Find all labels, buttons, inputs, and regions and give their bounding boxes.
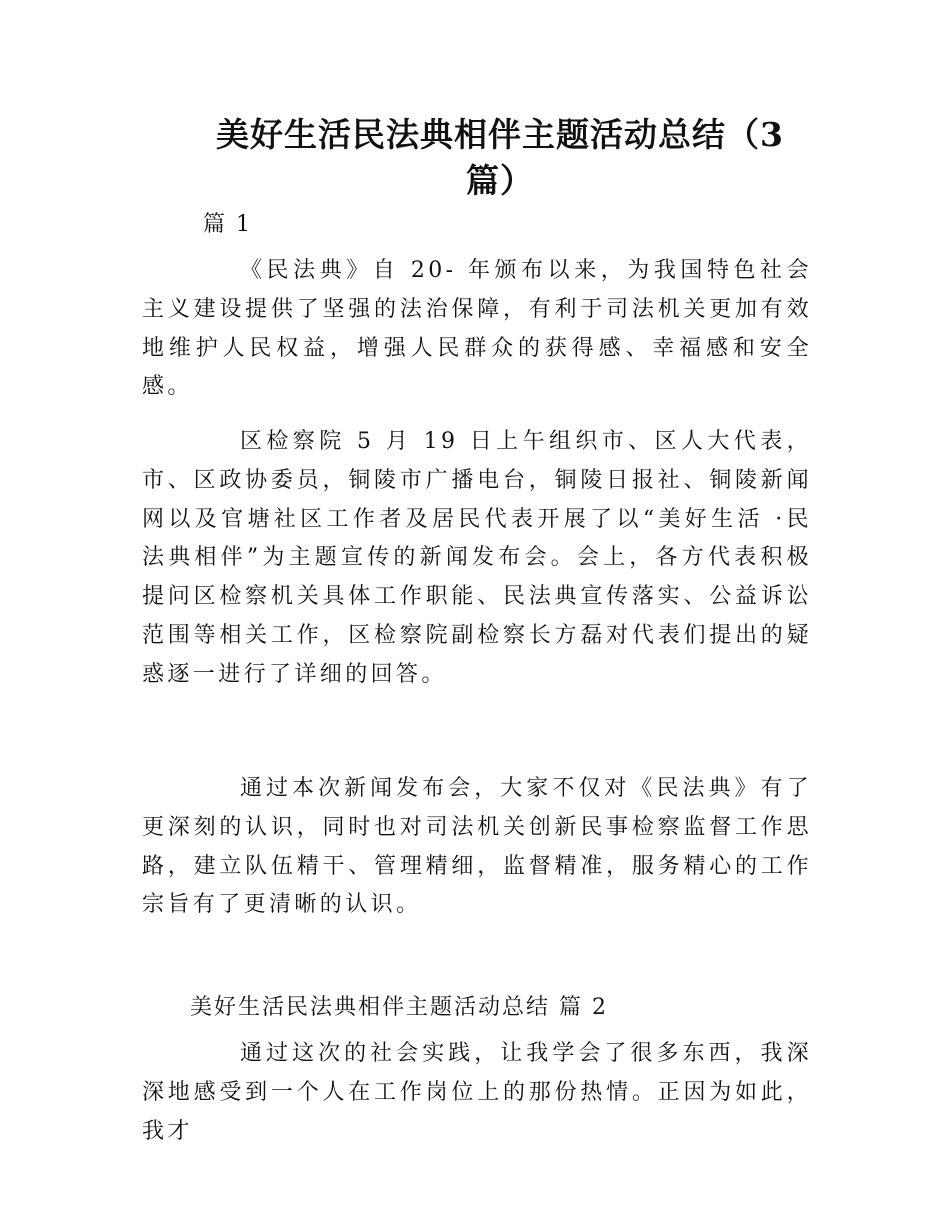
document-title: [200, 112, 800, 204]
section-1-label: 篇 1: [203, 212, 252, 237]
paragraph-4: 通过这次的社会实践，让我学会了很多东西，我深深地感受到一个人在工作岗位上的那份热情。正因为如此，我才: [142, 1041, 812, 1144]
document-title-line-1: 美好生活民法典相伴主题活动总结（3: [216, 115, 784, 154]
paragraph-1: 《民法典》自 20- 年颁布以来，为我国特色社会主义建设提供了坚强的法治保障，有利于司法机关更加有效地维护人民权益，增强人民群众的获得感、幸福感和安全感。: [142, 258, 812, 400]
paragraph-2: 区检察院 5 月 19 日上午组织市、区人大代表，市、区政协委员，铜陵市广播电台，铜陵日报社、铜陵新闻网以及官塘社区工作者及居民代表开展了以“美好生活 ·民法典相伴”为主题宣传的新闻发布会。会上，各方代表积极提问区检察机关具体工作职能、民法典宣传落实、公益诉讼范围等相关工作，区检察院副检察长方磊对代表们提出的疑惑逐一进行了详细的回答。: [142, 429, 812, 687]
paragraph-3: 通过本次新闻发布会，大家不仅对《民法典》有了更深刻的认识，同时也对司法机关创新民事检察监督工作思路，建立队伍精干、管理精细，监督精准，服务精心的工作宗旨有了更清晰的认识。: [142, 776, 812, 918]
document-title-line-2: 篇）: [466, 161, 534, 200]
section-2-label: 美好生活民法典相伴主题活动总结 篇 2: [190, 995, 608, 1020]
